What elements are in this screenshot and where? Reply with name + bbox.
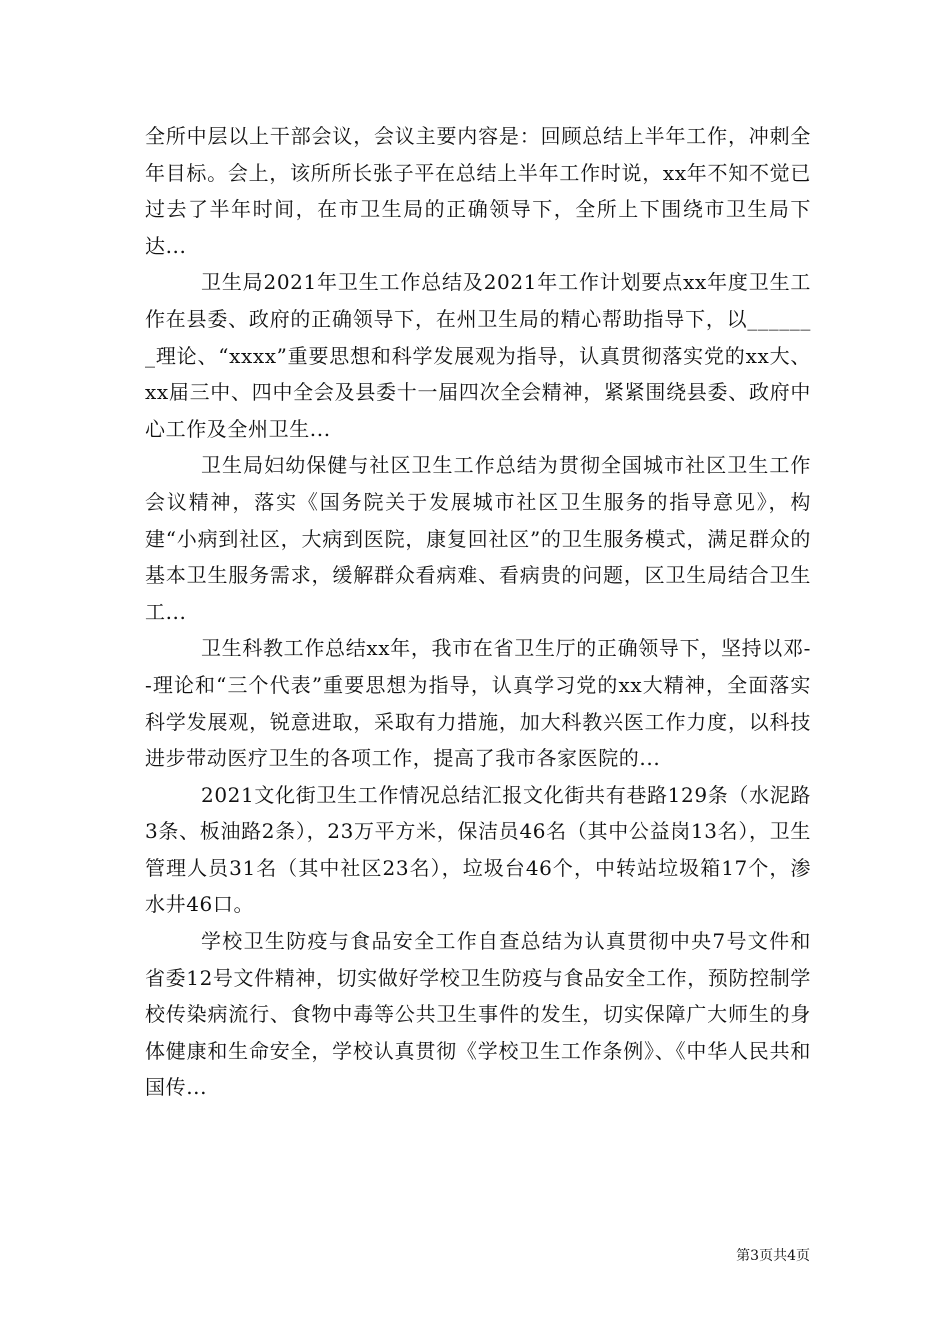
paragraph-maternal-child-health: 卫生局妇幼保健与社区卫生工作总结为贯彻全国城市社区卫生工作会议精神，落实《国务院关于发展城市社区卫生服务的指导意见》，构建“小病到社区，大病到医院，康复回社区”的卫生服务模式，满足群众的基本卫生服务需求，缓解群众看病难、看病贵的问题，区卫生局结合卫生工... [145, 453, 811, 624]
paragraph-science-education: 卫生科教工作总结xx年，我市在省卫生厅的正确领导下，坚持以邓--理论和“三个代表”重要思想为指导，认真学习党的xx大精神，全面落实科学发展观，锐意进取，采取有力措施，加大科教兴医工作力度，以科技进步带动医疗卫生的各项工作，提高了我市各家医院的... [145, 636, 811, 771]
paragraph-school-food-safety: 学校卫生防疫与食品安全工作自查总结为认真贯彻中央7号文件和省委12号文件精神，切实做好学校卫生防疫与食品安全工作，预防控制学校传染病流行、食物中毒等公共卫生事件的发生，切实保障广大师生的身体健康和生命安全，学校认真贯彻《学校卫生工作条例》、《中华人民共和国传... [145, 929, 811, 1100]
paragraph-continuation: 全所中层以上干部会议，会议主要内容是：回顾总结上半年工作，冲刺全年目标。会上，该所所长张子平在总结上半年工作时说，xx年不知不觉已过去了半年时间，在市卫生局的正确领导下，全所上下围绕市卫生局下达... [145, 124, 811, 258]
page-number: 第3页共4页 [736, 1248, 810, 1264]
paragraph-health-bureau-summary: 卫生局2021年卫生工作总结及2021年工作计划要点xx年度卫生工作在县委、政府的正确领导下，在州卫生局的精心帮助指导下，以_______理论、“xxxx”重要思想和科学发展观为指导，认真贯彻落实党的xx大、xx届三中、四中全会及县委十一届四次全会精神，紧紧围绕县委、政府中心工作及全州卫生... [145, 270, 811, 441]
document-body [145, 118, 811, 1106]
paragraph-culture-street: 2021文化街卫生工作情况总结汇报文化街共有巷路129条（水泥路3条、板油路2条），23万平方米，保洁员46名（其中公益岗13名），卫生管理人员31名（其中社区23名），垃圾台46个，中转站垃圾箱17个，渗水井46口。 [145, 782, 811, 917]
